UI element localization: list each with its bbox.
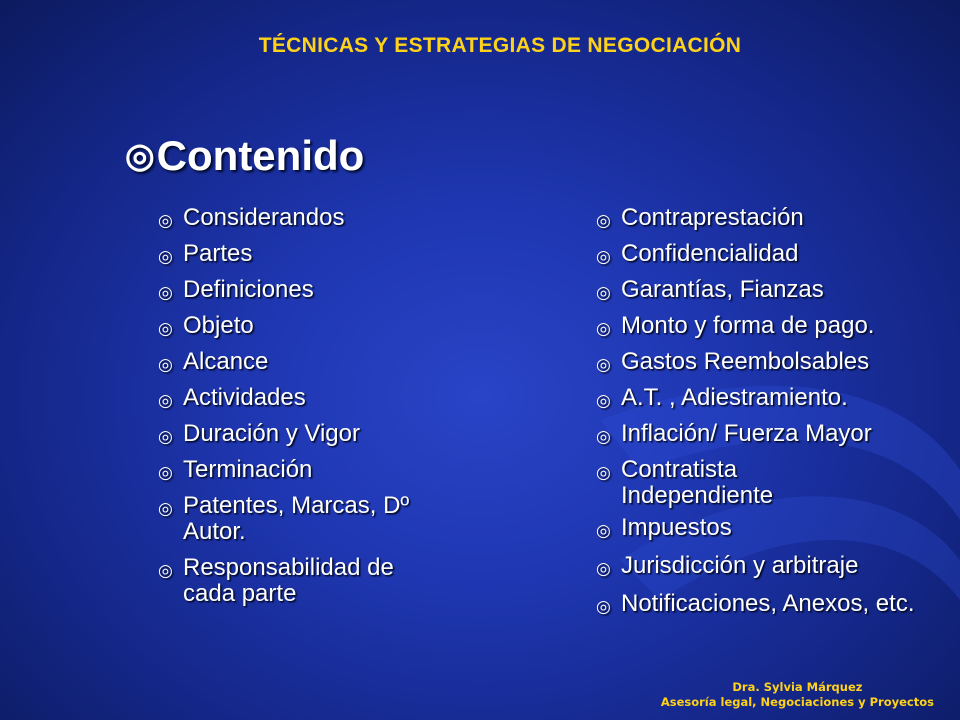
bullseye-icon: ◎ xyxy=(596,521,611,540)
bullseye-icon: ◎ xyxy=(596,355,611,374)
footer-author: Dra. Sylvia Márquez xyxy=(732,680,863,694)
list-item: ◎ A.T. , Adiestramiento. xyxy=(596,385,921,411)
list-item: ◎ Duración y Vigor xyxy=(158,421,448,447)
bullseye-icon: ◎ xyxy=(158,499,173,518)
slide-title: TÉCNICAS Y ESTRATEGIAS DE NEGOCIACIÓN xyxy=(258,34,742,57)
list-item: ◎ Contraprestación xyxy=(596,205,921,231)
list-item: ◎ Considerandos xyxy=(158,205,448,231)
bullseye-icon: ◎ xyxy=(158,391,173,410)
bullseye-icon: ◎ xyxy=(596,559,611,578)
bullseye-icon: ◎ xyxy=(158,319,173,338)
list-item: ◎ Confidencialidad xyxy=(596,241,921,267)
bullseye-icon: ◎ xyxy=(596,463,611,482)
bullseye-icon: ◎ xyxy=(596,427,611,446)
list-item: ◎ Contratista Independiente xyxy=(596,456,774,509)
bullseye-icon: ◎ xyxy=(596,391,611,410)
bullseye-icon: ◎ xyxy=(158,427,173,446)
bullseye-icon: ◎ xyxy=(596,319,611,338)
list-item: ◎ Garantías, Fianzas xyxy=(596,277,921,303)
bullseye-icon: ◎ xyxy=(596,211,611,230)
list-item: ◎ Definiciones xyxy=(158,277,448,303)
list-item: ◎ Impuestos xyxy=(596,515,921,541)
list-item: ◎ Jurisdicción y arbitraje xyxy=(596,553,921,579)
bullseye-icon: ◎ xyxy=(125,137,155,175)
right-content-list xyxy=(596,205,921,617)
footer xyxy=(661,680,934,710)
section-heading-text: Contenido xyxy=(156,132,365,179)
bullseye-icon: ◎ xyxy=(158,463,173,482)
bullseye-icon: ◎ xyxy=(158,211,173,230)
list-item: ◎ Objeto xyxy=(158,313,448,339)
list-item: ◎ Responsabilidad de cada parte xyxy=(158,554,394,607)
list-item: ◎ Inflación/ Fuerza Mayor xyxy=(596,421,921,447)
list-item: ◎ Alcance xyxy=(158,349,448,375)
bullseye-icon: ◎ xyxy=(158,283,173,302)
section-heading xyxy=(125,132,364,180)
bullseye-icon: ◎ xyxy=(596,247,611,266)
left-content-list xyxy=(158,205,448,607)
list-item: ◎ Partes xyxy=(158,241,448,267)
list-item: ◎ Terminación xyxy=(158,457,448,483)
bullseye-icon: ◎ xyxy=(596,597,611,616)
footer-subtitle: Asesoría legal, Negociaciones y Proyectos xyxy=(660,695,934,709)
bullseye-icon: ◎ xyxy=(596,283,611,302)
list-item: ◎ Monto y forma de pago. xyxy=(596,313,921,339)
bullseye-icon: ◎ xyxy=(158,247,173,266)
bullseye-icon: ◎ xyxy=(158,355,173,374)
list-item: ◎ Patentes, Marcas, Dº Autor. xyxy=(158,492,410,545)
bullseye-icon: ◎ xyxy=(158,561,173,580)
list-item: ◎ Notificaciones, Anexos, etc. xyxy=(596,591,921,617)
list-item: ◎ Gastos Reembolsables xyxy=(596,349,921,375)
list-item: ◎ Actividades xyxy=(158,385,448,411)
